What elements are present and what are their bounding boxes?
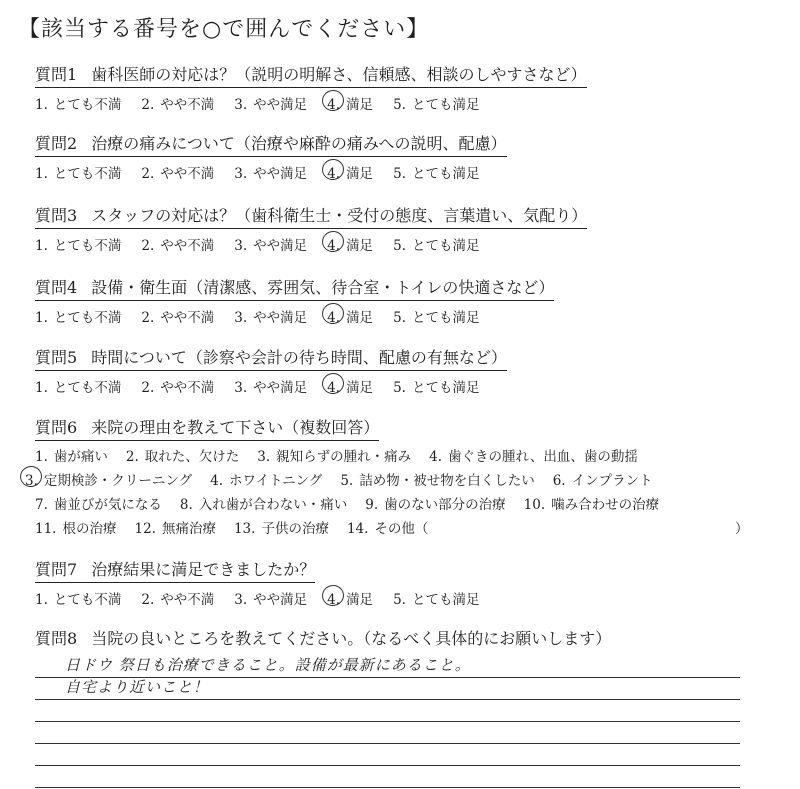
answer-option-2[interactable]: [141, 306, 214, 326]
answer-options: [35, 306, 554, 326]
option-label: とても不満: [53, 238, 122, 254]
option-number: 3.: [234, 238, 248, 254]
answer-option-1[interactable]: [35, 93, 121, 113]
option-number: 3.: [234, 380, 248, 396]
answer-option-2[interactable]: [141, 162, 214, 182]
question-4: [35, 275, 554, 326]
option-label: やや満足: [253, 592, 308, 608]
question-text: 当院の良いところを教えてください。（なるべく具体的にお願いします）: [91, 629, 612, 648]
answer-option-3[interactable]: [340, 469, 534, 489]
option-number: 7.: [35, 497, 48, 513]
option-label: 満足: [346, 592, 374, 608]
answer-option-5[interactable]: [393, 93, 479, 113]
answer-option-3[interactable]: [234, 588, 307, 608]
option-label: とても満足: [411, 166, 480, 182]
free-answer-lines: [35, 656, 740, 788]
answer-options: [35, 376, 507, 396]
option-number: 5.: [393, 166, 406, 182]
option-label: とても不満: [53, 592, 122, 608]
answer-option-3[interactable]: [234, 162, 307, 182]
question-4-heading: [35, 275, 554, 301]
option-number: 1.: [35, 238, 48, 254]
option-number: 2.: [125, 449, 139, 465]
answer-line[interactable]: [35, 656, 740, 678]
option-number: 3.: [234, 310, 248, 326]
answer-option-1[interactable]: [35, 234, 121, 254]
option-number: 4.: [327, 310, 341, 326]
option-label: 根の治療: [62, 521, 117, 537]
option-number: 2.: [141, 97, 155, 113]
question-2: [35, 131, 507, 182]
answer-option-3[interactable]: [257, 445, 411, 465]
option-label: とても満足: [411, 380, 480, 396]
option-label: やや満足: [253, 380, 308, 396]
option-label: 歯ぐきの腫れ、出血、歯の動揺: [448, 449, 638, 465]
page-title: 【該当する番号を○で囲んでください】: [18, 17, 430, 42]
other-close-paren: ）: [735, 521, 749, 537]
option-label: やや不満: [160, 166, 215, 182]
answer-option-2[interactable]: [141, 234, 214, 254]
option-label: 入れ歯が合わない・痛い: [198, 497, 348, 513]
answer-option-2[interactable]: [141, 588, 214, 608]
answer-line[interactable]: [35, 766, 740, 788]
answer-option-4[interactable]: [429, 445, 638, 465]
option-label: 子供の治療: [261, 521, 329, 537]
question-8: [35, 626, 611, 651]
option-label: インプラント: [571, 473, 653, 489]
option-number: 4.: [327, 97, 341, 113]
question-number: 質問5: [35, 348, 78, 367]
option-label: 無痛治療: [161, 521, 216, 537]
answer-option-5[interactable]: [393, 234, 479, 254]
answer-options: [35, 588, 499, 608]
answer-option-5[interactable]: [393, 162, 479, 182]
option-label: やや不満: [160, 97, 215, 113]
option-number: 10.: [523, 497, 546, 513]
option-number: 4.: [210, 473, 224, 489]
question-3: [35, 203, 587, 254]
option-number: 8.: [179, 497, 193, 513]
option-label: やや満足: [253, 238, 308, 254]
question-6: [25, 415, 749, 537]
option-label: やや不満: [160, 310, 215, 326]
question-text: 治療結果に満足できましたか？: [91, 560, 316, 579]
answer-option-4[interactable]: [347, 517, 428, 537]
option-number: 5.: [393, 97, 406, 113]
option-label: 取れた、欠けた: [144, 449, 240, 465]
answer-option-2[interactable]: [126, 445, 239, 465]
answer-options: [35, 93, 587, 113]
answer-option-1[interactable]: [35, 588, 121, 608]
question-8-heading: [35, 626, 611, 651]
option-label: やや不満: [160, 592, 215, 608]
option-number: 5.: [393, 310, 406, 326]
question-7-heading: [35, 557, 315, 583]
answer-option-4[interactable]: [327, 162, 373, 182]
option-label: とても不満: [53, 380, 122, 396]
option-number: 9.: [365, 497, 379, 513]
answer-option-4[interactable]: [327, 234, 373, 254]
option-number: 14.: [346, 521, 369, 537]
question-2-heading: [35, 131, 507, 157]
answer-option-2[interactable]: [210, 469, 322, 489]
answer-option-1[interactable]: [35, 517, 116, 537]
answer-option-2[interactable]: [180, 493, 347, 513]
question-number: 質問7: [35, 560, 78, 579]
option-label: ホワイトニング: [229, 473, 323, 489]
answer-option-5[interactable]: [393, 588, 479, 608]
option-label: 満足: [346, 238, 374, 254]
option-label: やや満足: [253, 310, 308, 326]
option-number: 2.: [141, 238, 155, 254]
answer-option-3[interactable]: [234, 234, 307, 254]
option-number: 13.: [233, 521, 256, 537]
answer-option-2[interactable]: [141, 376, 214, 396]
question-7: [35, 557, 499, 608]
option-number: 3.: [25, 473, 38, 489]
option-number: 3.: [234, 166, 248, 182]
answer-option-5[interactable]: [393, 306, 479, 326]
option-label: やや満足: [253, 166, 308, 182]
option-number: 2.: [141, 592, 155, 608]
answer-option-2[interactable]: [141, 93, 214, 113]
answer-line[interactable]: [35, 722, 740, 744]
answer-option-1[interactable]: [35, 493, 162, 513]
option-number: 1.: [35, 310, 48, 326]
option-number: 5.: [393, 592, 406, 608]
option-label: 満足: [346, 97, 374, 113]
option-number: 1.: [35, 97, 48, 113]
option-number: 2.: [141, 310, 155, 326]
answer-option-3[interactable]: [234, 517, 329, 537]
option-label: 噛み合わせの治療: [551, 497, 660, 513]
answer-option-4[interactable]: [327, 306, 373, 326]
option-label: 定期検診・クリーニング: [43, 473, 193, 489]
answer-option-4[interactable]: [553, 469, 653, 489]
option-number: 5.: [393, 380, 406, 396]
option-label: とても不満: [53, 97, 122, 113]
answer-option-4[interactable]: [327, 588, 373, 608]
option-label: やや満足: [253, 97, 308, 113]
option-number: 5.: [340, 473, 354, 489]
question-1-heading: [35, 62, 587, 88]
option-label: 歯のない部分の治療: [384, 497, 506, 513]
option-number: 4.: [327, 592, 341, 608]
question-number: 質問8: [35, 629, 78, 648]
handwritten-answer: 日ドウ 祭日も治療できること。設備が最新にあること。: [65, 656, 471, 674]
question-text: 時間について（診察や会計の待ち時間、配慮の有無など）: [91, 348, 507, 367]
option-label: とても満足: [411, 97, 480, 113]
reason-options-row: [25, 469, 677, 489]
option-label: やや不満: [160, 380, 215, 396]
answer-option-1[interactable]: [35, 306, 121, 326]
answer-option-4[interactable]: [524, 493, 659, 513]
option-number: 3.: [234, 592, 248, 608]
option-label: とても満足: [411, 592, 480, 608]
option-label: 満足: [346, 166, 374, 182]
option-number: 1.: [35, 166, 48, 182]
answer-option-1[interactable]: [35, 376, 121, 396]
answer-option-1[interactable]: [35, 445, 108, 465]
option-number: 11.: [35, 521, 57, 537]
answer-line[interactable]: [35, 744, 740, 766]
answer-options: [35, 234, 587, 254]
answer-option-3[interactable]: [365, 493, 505, 513]
option-number: 5.: [393, 238, 406, 254]
answer-options: [35, 162, 507, 182]
question-number: 質問4: [35, 278, 78, 297]
option-label: 歯が痛い: [53, 449, 108, 465]
answer-option-3[interactable]: [234, 306, 307, 326]
question-1: [35, 62, 587, 113]
question-text: 設備・衛生面（清潔感、雰囲気、待合室・トイレの快適さなど）: [91, 278, 555, 297]
reason-options-row: [35, 445, 677, 465]
option-number: 3.: [234, 97, 248, 113]
option-number: 4.: [327, 238, 341, 254]
option-label: 満足: [346, 380, 374, 396]
answer-option-2[interactable]: [134, 517, 215, 537]
question-5: [35, 345, 507, 396]
answer-line[interactable]: [35, 700, 740, 722]
question-number: 質問6: [35, 418, 78, 437]
option-label: 親知らずの腫れ・痛み: [276, 449, 412, 465]
option-number: 12.: [134, 521, 156, 537]
option-label: 詰め物・被せ物を白くしたい: [359, 473, 535, 489]
option-label: とても不満: [53, 166, 122, 182]
option-number: 6.: [552, 473, 566, 489]
answer-option-4[interactable]: [327, 93, 373, 113]
question-3-heading: [35, 203, 587, 229]
answer-option-5[interactable]: [393, 376, 479, 396]
answer-line[interactable]: [35, 678, 740, 700]
question-text: 歯科医師の対応は？（説明の明解さ、信頼感、相談のしやすさなど）: [91, 65, 587, 84]
option-number: 4.: [327, 166, 341, 182]
question-text: スタッフの対応は？（歯科衛生士・受付の態度、言葉遣い、気配り）: [91, 206, 588, 225]
answer-option-1[interactable]: [35, 162, 121, 182]
question-number: 質問2: [35, 134, 78, 153]
option-label: とても不満: [53, 310, 122, 326]
option-number: 4.: [327, 380, 341, 396]
handwritten-answer: 自宅より近いこと！: [65, 678, 210, 696]
option-number: 2.: [141, 380, 155, 396]
option-label: その他（: [374, 521, 429, 537]
option-number: 1.: [35, 592, 48, 608]
reason-options-row: [35, 493, 677, 513]
answer-option-1[interactable]: [25, 469, 192, 489]
answer-option-4[interactable]: [327, 376, 373, 396]
option-label: 満足: [346, 310, 374, 326]
option-label: やや不満: [160, 238, 215, 254]
question-5-heading: [35, 345, 507, 371]
option-label: 歯並びが気になる: [53, 497, 162, 513]
option-number: 1.: [35, 380, 48, 396]
question-text: 治療の痛みについて（治療や麻酔の痛みへの説明、配慮）: [91, 134, 507, 153]
option-label: とても満足: [411, 310, 480, 326]
question-number: 質問3: [35, 206, 78, 225]
option-number: 4.: [429, 449, 443, 465]
option-number: 3.: [257, 449, 271, 465]
reason-options-row: [35, 517, 749, 537]
question-text: 来院の理由を教えて下さい（複数回答）: [91, 418, 380, 437]
option-label: とても満足: [411, 238, 480, 254]
answer-option-3[interactable]: [234, 93, 307, 113]
option-number: 1.: [35, 449, 48, 465]
option-number: 2.: [141, 166, 155, 182]
answer-option-3[interactable]: [234, 376, 307, 396]
question-number: 質問1: [35, 65, 78, 84]
question-6-heading: [35, 415, 379, 441]
